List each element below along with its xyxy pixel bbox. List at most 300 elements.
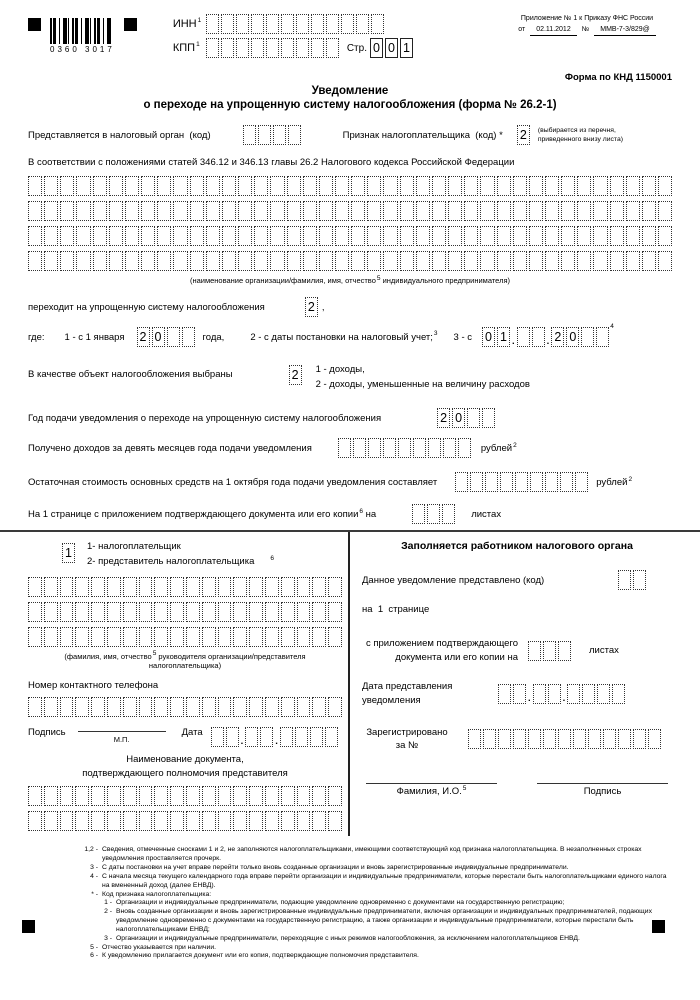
form-cell[interactable] — [249, 811, 263, 831]
form-cell[interactable] — [593, 176, 607, 196]
form-cell[interactable] — [154, 602, 168, 622]
form-cell[interactable] — [432, 226, 446, 246]
form-cell[interactable] — [123, 577, 137, 597]
form-cell[interactable] — [28, 786, 42, 806]
form-cell[interactable] — [351, 176, 365, 196]
form-cell[interactable] — [297, 786, 311, 806]
form-cell[interactable] — [173, 226, 187, 246]
form-cell[interactable] — [633, 729, 646, 749]
form-cell[interactable] — [154, 697, 168, 717]
form-cell[interactable] — [93, 251, 107, 271]
form-cell[interactable] — [141, 251, 155, 271]
form-cell[interactable] — [288, 125, 301, 145]
form-cell[interactable] — [186, 811, 200, 831]
form-cell[interactable] — [281, 697, 295, 717]
form-cell[interactable] — [170, 786, 184, 806]
form-cell[interactable] — [498, 684, 511, 704]
form-cell[interactable] — [107, 602, 121, 622]
form-cell[interactable] — [328, 627, 342, 647]
form-cell[interactable] — [383, 226, 397, 246]
form-cell[interactable] — [202, 627, 216, 647]
form-cell[interactable] — [28, 201, 42, 221]
form-cell[interactable] — [618, 729, 631, 749]
form-cell[interactable] — [190, 251, 204, 271]
form-cell[interactable] — [413, 438, 426, 458]
name-row-3[interactable] — [28, 226, 672, 246]
page-number-input[interactable] — [370, 38, 413, 58]
form-cell[interactable] — [75, 786, 89, 806]
form-cell[interactable] — [249, 577, 263, 597]
form-cell[interactable] — [567, 684, 580, 704]
form-cell[interactable] — [398, 438, 411, 458]
form-cell[interactable] — [296, 14, 309, 34]
name-row-1[interactable] — [28, 176, 672, 196]
form-cell[interactable] — [529, 201, 543, 221]
form-cell[interactable] — [233, 697, 247, 717]
form-cell[interactable] — [642, 226, 656, 246]
form-cell[interactable] — [281, 602, 295, 622]
doc-name-row-1[interactable] — [28, 786, 342, 806]
form-cell[interactable] — [448, 176, 462, 196]
form-cell[interactable]: 2 — [437, 408, 450, 428]
form-cell[interactable] — [528, 729, 541, 749]
date3-year-input[interactable] — [551, 327, 609, 347]
form-cell[interactable] — [281, 811, 295, 831]
form-cell[interactable] — [312, 811, 326, 831]
form-cell[interactable] — [254, 201, 268, 221]
form-cell[interactable] — [266, 14, 279, 34]
form-cell[interactable] — [190, 176, 204, 196]
form-cell[interactable] — [236, 14, 249, 34]
form-cell[interactable] — [303, 251, 317, 271]
filing-year-input[interactable] — [437, 408, 495, 428]
form-cell[interactable] — [618, 570, 631, 590]
form-cell[interactable] — [170, 697, 184, 717]
form-cell[interactable] — [303, 226, 317, 246]
form-cell[interactable] — [170, 811, 184, 831]
name-row-4[interactable] — [28, 251, 672, 271]
form-cell[interactable] — [610, 251, 624, 271]
form-cell[interactable] — [448, 226, 462, 246]
form-cell[interactable] — [206, 38, 219, 58]
applicant-fio-row-3[interactable] — [28, 627, 342, 647]
form-cell[interactable] — [297, 577, 311, 597]
form-cell[interactable] — [109, 226, 123, 246]
form-cell[interactable] — [517, 327, 530, 347]
form-cell[interactable] — [319, 201, 333, 221]
form-cell[interactable] — [561, 226, 575, 246]
form-cell[interactable] — [297, 811, 311, 831]
form-cell[interactable] — [543, 641, 556, 661]
form-cell[interactable] — [218, 811, 232, 831]
form-cell[interactable] — [60, 602, 74, 622]
form-cell[interactable] — [458, 438, 471, 458]
form-cell[interactable] — [498, 729, 511, 749]
form-cell[interactable] — [560, 472, 573, 492]
sign-date-day-input[interactable] — [211, 727, 239, 747]
form-cell[interactable] — [60, 201, 74, 221]
form-cell[interactable] — [548, 684, 561, 704]
form-cell[interactable] — [260, 727, 273, 747]
form-cell[interactable]: 0 — [370, 38, 383, 58]
form-cell[interactable] — [236, 38, 249, 58]
form-cell[interactable] — [558, 729, 571, 749]
form-cell[interactable] — [577, 176, 591, 196]
form-cell[interactable] — [367, 201, 381, 221]
form-cell[interactable] — [76, 251, 90, 271]
form-cell[interactable] — [123, 697, 137, 717]
form-cell[interactable] — [432, 251, 446, 271]
form-cell[interactable] — [596, 327, 609, 347]
form-cell[interactable] — [513, 684, 526, 704]
form-cell[interactable] — [351, 201, 365, 221]
form-cell[interactable] — [206, 251, 220, 271]
form-cell[interactable] — [28, 811, 42, 831]
form-cell[interactable] — [287, 226, 301, 246]
form-cell[interactable] — [626, 251, 640, 271]
form-cell[interactable] — [233, 577, 247, 597]
form-cell[interactable] — [312, 602, 326, 622]
form-cell[interactable] — [238, 176, 252, 196]
form-cell[interactable] — [76, 176, 90, 196]
form-cell[interactable] — [91, 577, 105, 597]
form-cell[interactable] — [265, 786, 279, 806]
form-cell[interactable] — [467, 408, 480, 428]
form-cell[interactable] — [76, 201, 90, 221]
applicant-type-input[interactable] — [62, 543, 75, 563]
form-cell[interactable] — [280, 727, 293, 747]
form-cell[interactable] — [597, 684, 610, 704]
form-cell[interactable] — [483, 729, 496, 749]
date3-month-input[interactable] — [517, 327, 545, 347]
form-cell[interactable] — [170, 602, 184, 622]
form-cell[interactable] — [577, 201, 591, 221]
applicant-fio-row-2[interactable] — [28, 602, 342, 622]
form-cell[interactable] — [28, 176, 42, 196]
form-cell[interactable] — [154, 786, 168, 806]
pages-count-input[interactable] — [412, 504, 455, 524]
form-cell[interactable] — [383, 201, 397, 221]
form-cell[interactable] — [577, 226, 591, 246]
form-cell[interactable] — [297, 697, 311, 717]
form-cell[interactable] — [400, 251, 414, 271]
form-cell[interactable] — [303, 176, 317, 196]
form-cell[interactable] — [338, 438, 351, 458]
form-cell[interactable] — [123, 602, 137, 622]
submission-date-day-input[interactable] — [498, 684, 526, 704]
form-cell[interactable] — [442, 504, 455, 524]
form-cell[interactable] — [28, 251, 42, 271]
form-cell[interactable] — [593, 251, 607, 271]
form-cell[interactable] — [464, 176, 478, 196]
form-cell[interactable]: 0 — [152, 327, 165, 347]
form-cell[interactable] — [416, 176, 430, 196]
form-cell[interactable] — [154, 627, 168, 647]
form-cell[interactable] — [287, 176, 301, 196]
form-cell[interactable] — [497, 251, 511, 271]
form-cell[interactable] — [281, 577, 295, 597]
form-cell[interactable] — [44, 786, 58, 806]
form-cell[interactable] — [287, 251, 301, 271]
form-cell[interactable] — [186, 697, 200, 717]
form-cell[interactable] — [107, 627, 121, 647]
form-cell[interactable] — [528, 641, 541, 661]
form-cell[interactable] — [311, 38, 324, 58]
form-cell[interactable] — [468, 729, 481, 749]
form-cell[interactable] — [91, 786, 105, 806]
form-cell[interactable] — [335, 176, 349, 196]
form-cell[interactable] — [311, 14, 324, 34]
form-cell[interactable] — [202, 602, 216, 622]
form-cell[interactable] — [44, 577, 58, 597]
form-cell[interactable] — [221, 14, 234, 34]
form-cell[interactable] — [28, 602, 42, 622]
form-cell[interactable] — [139, 577, 153, 597]
form-cell[interactable] — [91, 602, 105, 622]
form-cell[interactable] — [75, 811, 89, 831]
object-code-input[interactable] — [289, 365, 302, 385]
form-cell[interactable] — [658, 176, 672, 196]
form-cell[interactable] — [107, 577, 121, 597]
form-cell[interactable]: 2 — [305, 297, 318, 317]
form-cell[interactable] — [529, 176, 543, 196]
form-cell[interactable] — [218, 602, 232, 622]
year-start-input[interactable] — [137, 327, 195, 347]
form-cell[interactable] — [123, 627, 137, 647]
form-cell[interactable] — [335, 201, 349, 221]
form-cell[interactable] — [270, 176, 284, 196]
form-cell[interactable] — [353, 438, 366, 458]
form-cell[interactable] — [139, 811, 153, 831]
form-cell[interactable] — [295, 727, 308, 747]
form-cell[interactable] — [186, 786, 200, 806]
form-cell[interactable] — [109, 176, 123, 196]
form-cell[interactable] — [319, 251, 333, 271]
form-cell[interactable] — [328, 602, 342, 622]
form-cell[interactable] — [266, 38, 279, 58]
form-cell[interactable] — [500, 472, 513, 492]
form-cell[interactable] — [297, 602, 311, 622]
form-cell[interactable] — [93, 226, 107, 246]
form-cell[interactable] — [480, 176, 494, 196]
form-cell[interactable] — [154, 577, 168, 597]
form-cell[interactable] — [139, 786, 153, 806]
form-cell[interactable] — [60, 697, 74, 717]
form-cell[interactable] — [575, 472, 588, 492]
form-cell[interactable] — [254, 251, 268, 271]
form-cell[interactable] — [497, 176, 511, 196]
form-cell[interactable]: 0 — [566, 327, 579, 347]
submitted-code-input[interactable] — [618, 570, 646, 590]
form-cell[interactable] — [368, 438, 381, 458]
form-cell[interactable] — [561, 201, 575, 221]
form-cell[interactable] — [513, 176, 527, 196]
form-cell[interactable] — [206, 176, 220, 196]
form-cell[interactable] — [593, 201, 607, 221]
form-cell[interactable] — [464, 251, 478, 271]
form-cell[interactable] — [60, 176, 74, 196]
date3-day-input[interactable] — [482, 327, 510, 347]
form-cell[interactable] — [626, 176, 640, 196]
form-cell[interactable] — [335, 251, 349, 271]
form-cell[interactable] — [558, 641, 571, 661]
form-cell[interactable] — [530, 472, 543, 492]
form-cell[interactable] — [222, 251, 236, 271]
form-cell[interactable] — [513, 729, 526, 749]
form-cell[interactable] — [141, 176, 155, 196]
form-cell[interactable] — [44, 602, 58, 622]
form-cell[interactable] — [249, 627, 263, 647]
form-cell[interactable] — [633, 570, 646, 590]
form-cell[interactable] — [545, 176, 559, 196]
form-cell[interactable] — [218, 786, 232, 806]
form-cell[interactable] — [107, 786, 121, 806]
form-cell[interactable] — [443, 438, 456, 458]
form-cell[interactable]: 2 — [137, 327, 150, 347]
form-cell[interactable] — [157, 251, 171, 271]
form-cell[interactable] — [109, 251, 123, 271]
form-cell[interactable] — [123, 811, 137, 831]
form-cell[interactable] — [658, 251, 672, 271]
form-cell[interactable] — [251, 38, 264, 58]
form-cell[interactable] — [545, 201, 559, 221]
form-cell[interactable] — [281, 38, 294, 58]
form-cell[interactable] — [335, 226, 349, 246]
form-cell[interactable] — [581, 327, 594, 347]
transition-code-input[interactable] — [305, 297, 318, 317]
doc-name-row-2[interactable] — [28, 811, 342, 831]
form-cell[interactable] — [206, 201, 220, 221]
form-cell[interactable] — [588, 729, 601, 749]
form-cell[interactable] — [480, 251, 494, 271]
form-cell[interactable] — [383, 176, 397, 196]
form-cell[interactable]: 1 — [497, 327, 510, 347]
form-cell[interactable] — [93, 176, 107, 196]
tax-authority-code-input[interactable] — [243, 125, 301, 145]
form-cell[interactable] — [416, 201, 430, 221]
registered-number-input[interactable] — [468, 729, 661, 749]
form-cell[interactable] — [60, 811, 74, 831]
form-cell[interactable] — [326, 38, 339, 58]
form-cell[interactable] — [428, 438, 441, 458]
form-cell[interactable] — [28, 627, 42, 647]
form-cell[interactable] — [173, 176, 187, 196]
form-cell[interactable] — [432, 201, 446, 221]
form-cell[interactable] — [141, 226, 155, 246]
form-cell[interactable] — [513, 201, 527, 221]
form-cell[interactable] — [265, 627, 279, 647]
submission-date-year-input[interactable] — [567, 684, 625, 704]
sign-date-year-input[interactable] — [280, 727, 338, 747]
form-cell[interactable] — [351, 226, 365, 246]
form-cell[interactable] — [167, 327, 180, 347]
form-cell[interactable]: 2 — [551, 327, 564, 347]
form-cell[interactable] — [312, 697, 326, 717]
form-cell[interactable] — [249, 697, 263, 717]
form-cell[interactable]: 0 — [385, 38, 398, 58]
form-cell[interactable] — [75, 697, 89, 717]
form-cell[interactable] — [222, 226, 236, 246]
form-cell[interactable] — [297, 627, 311, 647]
form-cell[interactable] — [593, 226, 607, 246]
form-cell[interactable] — [238, 226, 252, 246]
form-cell[interactable] — [76, 226, 90, 246]
form-cell[interactable] — [44, 201, 58, 221]
form-cell[interactable] — [139, 697, 153, 717]
form-cell[interactable] — [545, 251, 559, 271]
applicant-fio-row-1[interactable] — [28, 577, 342, 597]
form-cell[interactable] — [287, 201, 301, 221]
form-cell[interactable] — [561, 176, 575, 196]
form-cell[interactable] — [642, 251, 656, 271]
form-cell[interactable] — [626, 201, 640, 221]
form-cell[interactable] — [480, 201, 494, 221]
form-cell[interactable] — [170, 577, 184, 597]
form-cell[interactable] — [281, 627, 295, 647]
form-cell[interactable] — [190, 201, 204, 221]
form-cell[interactable] — [529, 251, 543, 271]
form-cell[interactable] — [658, 226, 672, 246]
form-cell[interactable] — [249, 602, 263, 622]
form-cell[interactable] — [91, 811, 105, 831]
form-cell[interactable] — [206, 14, 219, 34]
form-cell[interactable] — [202, 786, 216, 806]
form-cell[interactable] — [251, 14, 264, 34]
form-cell[interactable] — [233, 627, 247, 647]
form-cell[interactable]: 2 — [517, 125, 530, 145]
form-cell[interactable] — [296, 38, 309, 58]
income-input[interactable] — [338, 438, 471, 458]
form-cell[interactable] — [367, 176, 381, 196]
form-cell[interactable] — [123, 786, 137, 806]
form-cell[interactable] — [233, 811, 247, 831]
form-cell[interactable] — [412, 504, 425, 524]
form-cell[interactable] — [270, 226, 284, 246]
form-cell[interactable] — [186, 602, 200, 622]
form-cell[interactable] — [312, 577, 326, 597]
form-cell[interactable] — [485, 472, 498, 492]
form-cell[interactable] — [44, 226, 58, 246]
form-cell[interactable] — [75, 602, 89, 622]
form-cell[interactable] — [202, 811, 216, 831]
residual-input[interactable] — [455, 472, 588, 492]
form-cell[interactable] — [432, 176, 446, 196]
form-cell[interactable] — [91, 627, 105, 647]
phone-input[interactable] — [28, 697, 342, 717]
form-cell[interactable] — [328, 811, 342, 831]
form-cell[interactable] — [157, 176, 171, 196]
form-cell[interactable] — [44, 811, 58, 831]
form-cell[interactable] — [416, 251, 430, 271]
form-cell[interactable] — [351, 251, 365, 271]
form-cell[interactable] — [265, 811, 279, 831]
form-cell[interactable] — [93, 201, 107, 221]
form-cell[interactable] — [125, 176, 139, 196]
form-cell[interactable] — [561, 251, 575, 271]
form-cell[interactable] — [448, 201, 462, 221]
form-cell[interactable] — [202, 697, 216, 717]
form-cell[interactable] — [325, 727, 338, 747]
form-cell[interactable] — [312, 786, 326, 806]
form-cell[interactable] — [400, 176, 414, 196]
form-cell[interactable] — [249, 786, 263, 806]
form-cell[interactable] — [226, 727, 239, 747]
form-cell[interactable] — [141, 201, 155, 221]
form-cell[interactable] — [173, 251, 187, 271]
form-cell[interactable] — [238, 251, 252, 271]
form-cell[interactable] — [303, 201, 317, 221]
form-cell[interactable] — [533, 684, 546, 704]
